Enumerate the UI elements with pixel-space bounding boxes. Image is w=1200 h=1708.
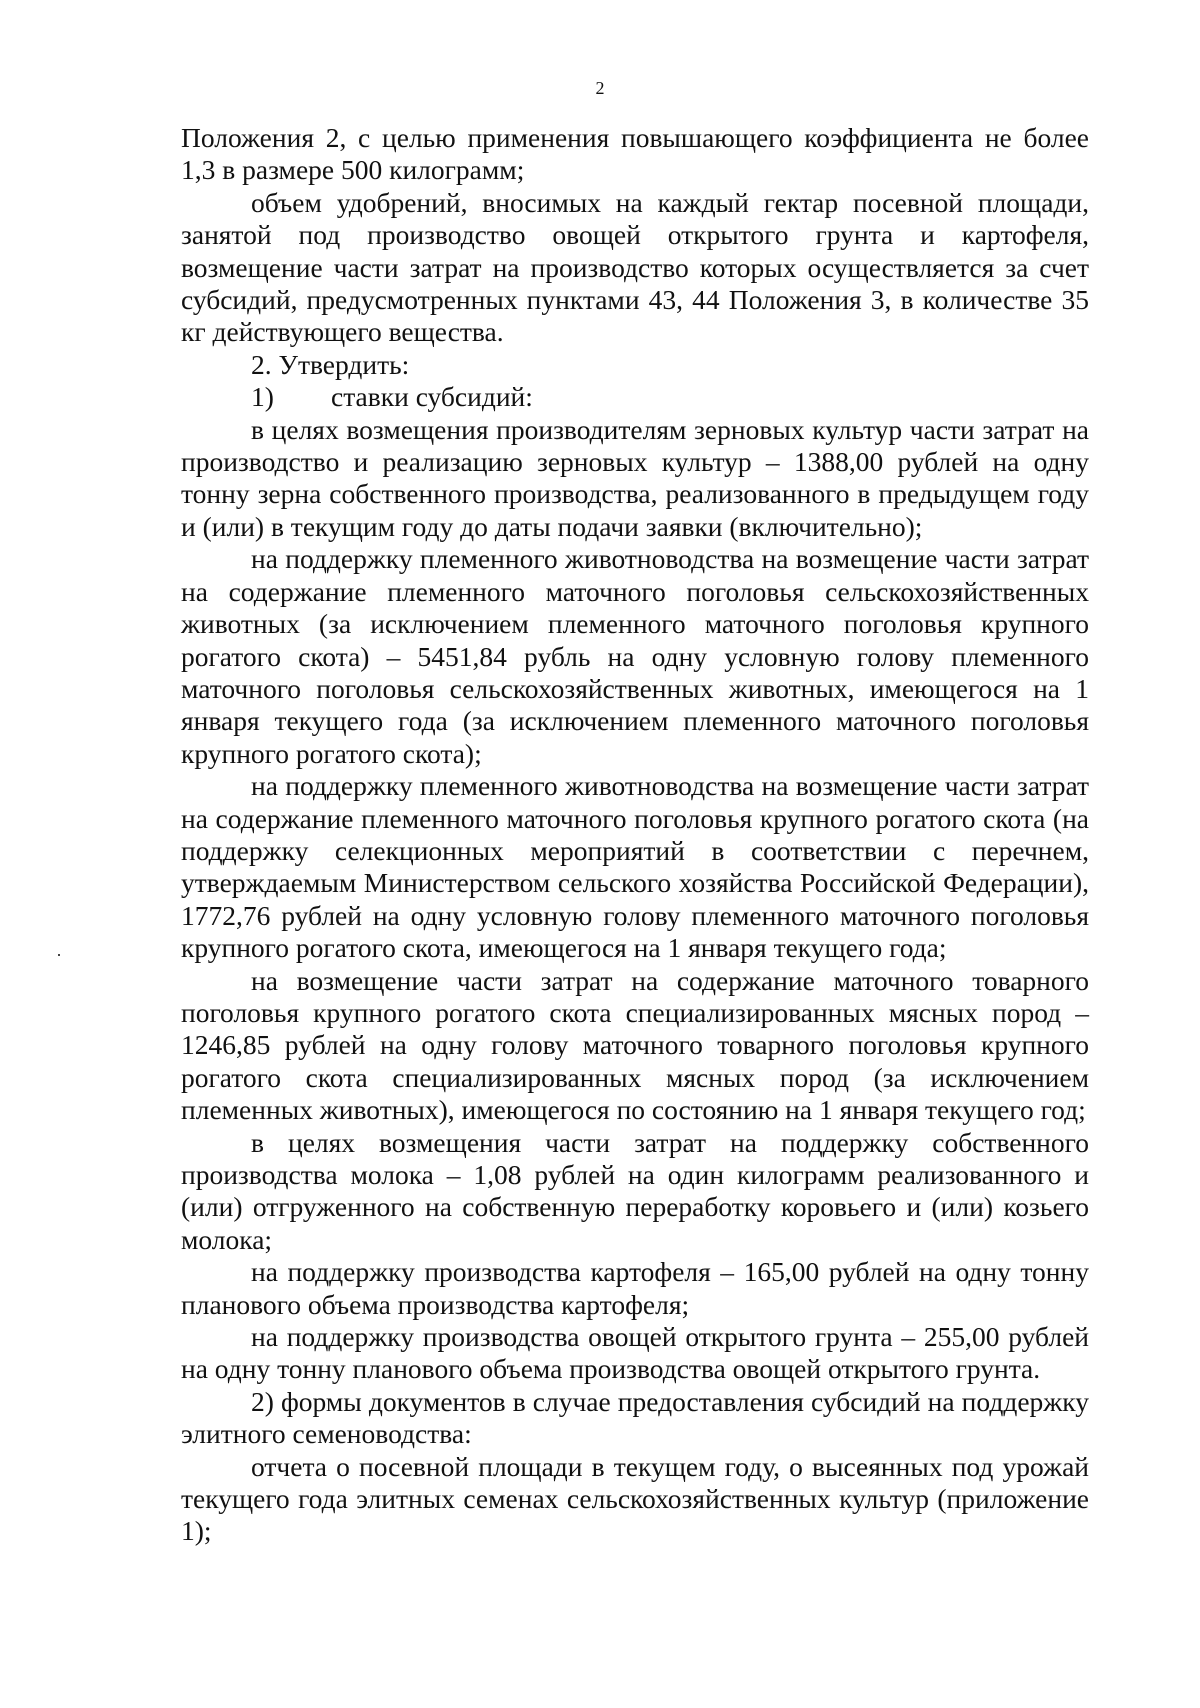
paragraph: на возмещение части затрат на содержание маточного товарного поголовья крупного рогатого скота специализированных мясных пород – 1246,85 рублей на одну голову маточного товарного поголовья крупного рогатого скота специализированных мясных пород (за исключением племенных животных), имеющегося по состоянию на 1 января текущего год; (181, 964, 1089, 1126)
item-text: ставки субсидий: (331, 381, 533, 413)
paragraph: объем удобрений, вносимых на каждый гектар посевной площади, занятой под производство овощей открытого грунта и картофеля, возмещение части затрат на производство которых осуществляется за счет субсидий, предусмотренных пунктами 43, 44 Положения 3, в количестве 35 кг действующего вещества. (181, 186, 1089, 348)
scan-speck (58, 954, 60, 956)
paragraph: Положения 2, с целью применения повышающего коэффициента не более 1,3 в размере 500 килограмм; (181, 122, 1089, 186)
numbered-item (181, 381, 1089, 413)
paragraph: в целях возмещения части затрат на поддержку собственного производства молока – 1,08 рублей на один килограмм реализованного и (или) отгруженного на собственную переработку коровьего и (или) козьего молока; (181, 1126, 1089, 1255)
paragraph: отчета о посевной площади в текущем году, о высеянных под урожай текущего года элитных семенах сельскохозяйственных культур (приложение 1); (181, 1450, 1089, 1547)
document-body (181, 122, 1089, 1548)
item-number: 1) (251, 381, 274, 413)
paragraph: на поддержку племенного животноводства на возмещение части затрат на содержание племенного маточного поголовья сельскохозяйственных животных (за исключением племенного маточного поголовья крупного рогатого скота) – 5451,84 рубль на одну условную голову племенного маточного поголовья сельскохозяйственных животных, имеющегося на 1 января текущего года (за исключением племенного маточного поголовья крупного рогатого скота); (181, 543, 1089, 769)
paragraph: 2) формы документов в случае предоставления субсидий на поддержку элитного семеноводства: (181, 1385, 1089, 1450)
paragraph: на поддержку племенного животноводства на возмещение части затрат на содержание племенного маточного поголовья крупного рогатого скота (на поддержку селекционных мероприятий в соответствии с перечнем, утверждаемым Министерством сельского хозяйства Российской Федерации), 1772,76 рублей на одну условную голову племенного маточного поголовья крупного рогатого скота, имеющегося на 1 января текущего года; (181, 770, 1089, 964)
paragraph: в целях возмещения производителям зерновых культур части затрат на производство и реализацию зерновых культур – 1388,00 рублей на одну тонну зерна собственного производства, реализованного в предыдущем году и (или) в текущим году до даты подачи заявки (включительно); (181, 413, 1089, 542)
paragraph-heading: 2. Утвердить: (251, 348, 410, 380)
page-number: 2 (595, 78, 605, 98)
paragraph: на поддержку производства картофеля – 165,00 рублей на одну тонну планового объема производства картофеля; (181, 1256, 1089, 1320)
paragraph: на поддержку производства овощей открытого грунта – 255,00 рублей на одну тонну планового объема производства овощей открытого грунта. (181, 1321, 1089, 1385)
